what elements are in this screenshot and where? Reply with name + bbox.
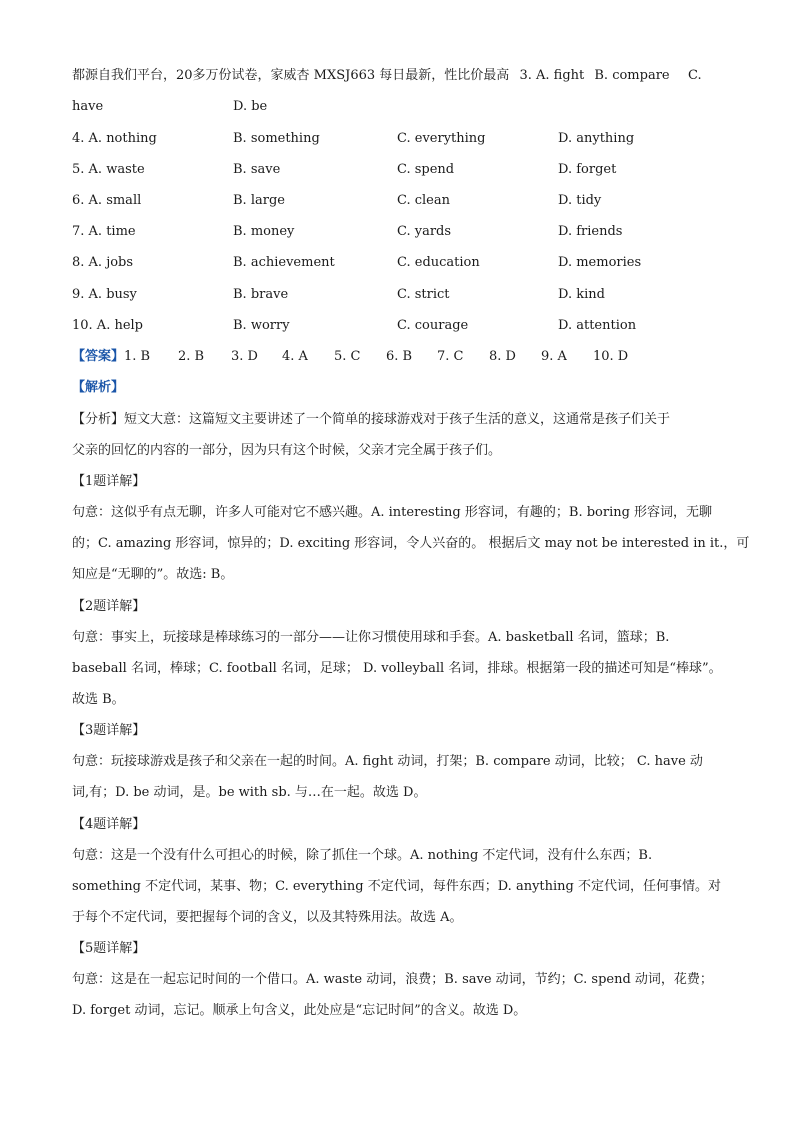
- answer-item: 8. D: [489, 349, 516, 364]
- detail-line: 句意：玩接球游戏是孩子和父亲在一起的时间。A. fight 动词，打架；B. compare 动词，比较； C. have 动: [72, 754, 703, 769]
- option-b: B. something: [233, 131, 320, 146]
- option-a: 9. A. busy: [72, 287, 137, 302]
- option-c: C. everything: [397, 131, 486, 146]
- option-a: 7. A. time: [72, 224, 136, 239]
- option-c: C. courage: [397, 318, 469, 333]
- detail-line: 句意：这是在一起忘记时间的一个借口。A. waste 动词，浪费；B. save 动词，节约；C. spend 动词，花费；: [72, 972, 713, 987]
- summary-line: 【分析】短文大意：这篇短文主要讲述了一个简单的接球游戏对于孩子生活的意义，这通常是孩子们关于: [72, 412, 671, 427]
- detail-title: 【3题详解】: [72, 723, 146, 738]
- q3-option-b: B. compare: [594, 68, 670, 83]
- option-c: C. strict: [397, 287, 450, 302]
- q3-option-a: 3. A. fight: [519, 68, 585, 83]
- q3-continuation-row: [72, 97, 752, 117]
- option-b: B. money: [233, 224, 295, 239]
- detail-line: 句意：事实上，玩接球是棒球练习的一部分——让你习惯使用球和手套。A. basketball 名词，篮球；B.: [72, 630, 670, 645]
- answer-item: 10. D: [593, 349, 629, 364]
- option-row: [72, 160, 752, 180]
- q3-option-d: D. be: [233, 99, 268, 114]
- option-a: 10. A. help: [72, 318, 144, 333]
- option-a: 8. A. jobs: [72, 255, 134, 270]
- answer-item: 6. B: [386, 349, 413, 364]
- answer-item: 7. C: [437, 349, 464, 364]
- detail-line: 词,有；D. be 动词，是。be with sb. 与…在一起。故选 D。: [72, 785, 427, 800]
- answer-item: 1. B: [124, 349, 151, 364]
- detail-line: 知应是“无聊的”。故选: B。: [72, 567, 234, 582]
- option-c: C. spend: [397, 162, 455, 177]
- detail-title: 【5题详解】: [72, 941, 146, 956]
- detail-line: 故选 B。: [72, 692, 125, 707]
- ad-text: 都源自我们平台，20多万份试卷，家威杏 MXSJ663 每日最新，性比价最高: [72, 68, 510, 83]
- analysis-label: 【解析】: [72, 380, 125, 395]
- option-row: [72, 222, 752, 242]
- option-b: B. worry: [233, 318, 290, 333]
- option-c: C. education: [397, 255, 480, 270]
- option-row: [72, 129, 752, 149]
- option-row: [72, 285, 752, 305]
- detail-title: 【4题详解】: [72, 817, 146, 832]
- detail-line: 句意：这是一个没有什么可担心的时候，除了抓住一个球。A. nothing 不定代词，没有什么东西；B.: [72, 848, 653, 863]
- detail-line: 的；C. amazing 形容词，惊异的；D. exciting 形容词，令人兴奋的。 根据后文 may not be interested in it.，可: [72, 536, 750, 551]
- option-c: C. yards: [397, 224, 452, 239]
- detail-line: 于每个不定代词，要把握每个词的含义，以及其特殊用法。故选 A。: [72, 910, 463, 925]
- option-c: C. clean: [397, 193, 451, 208]
- option-d: D. forget: [558, 162, 617, 177]
- detail-title: 【2题详解】: [72, 599, 146, 614]
- option-d: D. memories: [558, 255, 642, 270]
- detail-line: something 不定代词，某事、物；C. everything 不定代词，每件东西；D. anything 不定代词，任何事情。对: [72, 879, 721, 894]
- option-row: [72, 191, 752, 211]
- answer-item: 3. D: [231, 349, 258, 364]
- option-d: D. friends: [558, 224, 623, 239]
- detail-title: 【1题详解】: [72, 474, 146, 489]
- option-d: D. anything: [558, 131, 635, 146]
- detail-line: baseball 名词，棒球；C. football 名词，足球； D. volleyball 名词，排球。根据第一段的描述可知是“棒球”。: [72, 661, 722, 676]
- detail-line: D. forget 动词，忘记。顺承上句含义，此处应是“忘记时间”的含义。故选 D。: [72, 1003, 527, 1018]
- answer-label: 【答案】: [72, 349, 125, 364]
- q3-option-c: C.: [688, 68, 702, 83]
- option-b: B. save: [233, 162, 281, 177]
- header-line: [72, 66, 670, 86]
- option-a: 5. A. waste: [72, 162, 145, 177]
- option-b: B. brave: [233, 287, 289, 302]
- option-b: B. achievement: [233, 255, 335, 270]
- option-d: D. tidy: [558, 193, 602, 208]
- q3-option-c-text: have: [72, 99, 104, 114]
- answer-row: [72, 347, 752, 367]
- option-d: D. attention: [558, 318, 637, 333]
- summary-line: 父亲的回忆的内容的一部分，因为只有这个时候，父亲才完全属于孩子们。: [72, 443, 502, 458]
- option-b: B. large: [233, 193, 285, 208]
- detail-line: 句意：这似乎有点无聊，许多人可能对它不感兴趣。A. interesting 形容词，有趣的；B. boring 形容词，无聊: [72, 505, 713, 520]
- option-a: 6. A. small: [72, 193, 142, 208]
- option-row: [72, 316, 752, 336]
- answer-item: 5. C: [334, 349, 361, 364]
- answer-item: 9. A: [541, 349, 567, 364]
- option-a: 4. A. nothing: [72, 131, 157, 146]
- option-d: D. kind: [558, 287, 605, 302]
- option-row: [72, 253, 752, 273]
- answer-item: 4. A: [282, 349, 308, 364]
- answer-item: 2. B: [178, 349, 205, 364]
